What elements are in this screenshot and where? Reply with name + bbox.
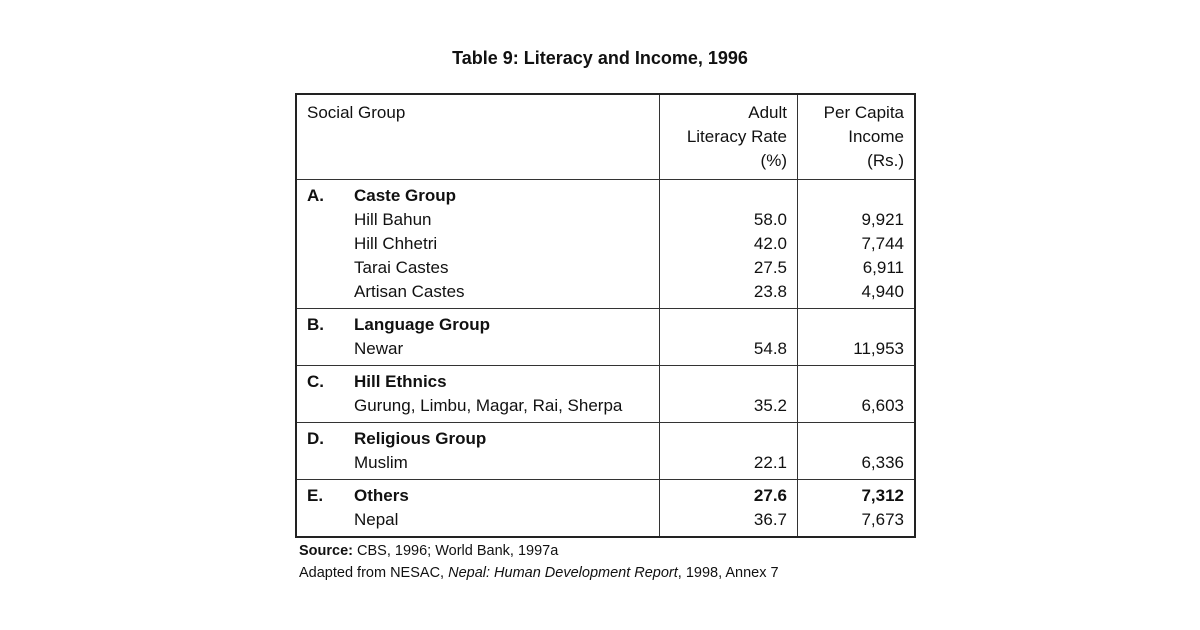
group-heading <box>307 184 649 208</box>
table-section <box>297 479 914 536</box>
group-literacy <box>670 427 787 451</box>
group-name: Others <box>354 486 409 505</box>
row-literacy: 42.0 <box>753 234 787 253</box>
table-body <box>297 179 914 536</box>
row-income: 4,940 <box>861 282 904 301</box>
spacer <box>307 208 354 232</box>
row-name: Artisan Castes <box>354 282 465 301</box>
group-letter: E. <box>307 486 324 505</box>
spacer <box>307 232 354 256</box>
table-row <box>307 394 649 418</box>
income-cell <box>797 180 914 308</box>
table-header <box>297 95 914 179</box>
group-name: Language Group <box>354 315 490 334</box>
table-row <box>307 256 649 280</box>
source-label: Source: <box>299 543 353 559</box>
table-title: Table 9: Literacy and Income, 1996 <box>452 48 748 68</box>
literacy-cell <box>659 423 797 479</box>
row-income: 9,921 <box>861 210 904 229</box>
row-literacy: 35.2 <box>753 396 787 415</box>
spacer <box>307 280 354 304</box>
adapted-suffix: , 1998, Annex 7 <box>677 565 779 581</box>
header-income <box>797 95 914 179</box>
income-cell <box>797 423 914 479</box>
group-letter: A. <box>307 186 324 205</box>
row-literacy: 23.8 <box>753 282 787 301</box>
group-letter: D. <box>307 429 324 448</box>
spacer <box>307 337 354 361</box>
row-literacy: 27.5 <box>753 258 787 277</box>
row-name: Tarai Castes <box>354 258 449 277</box>
literacy-cell <box>659 366 797 422</box>
group-cell <box>297 480 659 536</box>
row-income: 6,603 <box>861 396 904 415</box>
header-literacy <box>659 95 797 179</box>
group-cell <box>297 423 659 479</box>
table-row <box>307 280 649 304</box>
group-income: 7,312 <box>861 486 904 505</box>
row-name: Hill Chhetri <box>354 234 438 253</box>
row-literacy: 54.8 <box>753 339 787 358</box>
group-name: Religious Group <box>354 429 487 448</box>
table-section <box>297 365 914 422</box>
group-letter: B. <box>307 315 324 334</box>
header-line: Income <box>848 127 904 146</box>
spacer <box>307 256 354 280</box>
table-row <box>307 337 649 361</box>
group-heading <box>307 484 649 508</box>
row-income: 7,673 <box>861 510 904 529</box>
table-section <box>297 179 914 308</box>
spacer <box>307 451 354 475</box>
row-name: Gurung, Limbu, Magar, Rai, Sherpa <box>354 396 623 415</box>
adapted-prefix: Adapted from NESAC, <box>299 565 449 581</box>
row-income: 6,336 <box>861 453 904 472</box>
group-name: Caste Group <box>354 186 457 205</box>
row-literacy: 36.7 <box>753 510 787 529</box>
row-literacy: 22.1 <box>753 453 787 472</box>
row-income: 11,953 <box>853 339 904 358</box>
row-literacy: 58.0 <box>753 210 787 229</box>
source-text: CBS, 1996; World Bank, 1997a <box>353 543 559 559</box>
income-cell <box>797 309 914 365</box>
header-line: (Rs.) <box>867 151 904 170</box>
table-row <box>307 508 649 532</box>
row-name: Muslim <box>354 453 408 472</box>
group-income <box>808 184 904 208</box>
group-income <box>808 427 904 451</box>
group-literacy <box>670 184 787 208</box>
group-letter: C. <box>307 372 324 391</box>
row-name: Newar <box>354 339 404 358</box>
literacy-cell <box>659 180 797 308</box>
table-row <box>307 208 649 232</box>
group-cell <box>297 180 659 308</box>
header-line: Per Capita <box>823 103 904 122</box>
row-income: 7,744 <box>861 234 904 253</box>
literacy-cell <box>659 309 797 365</box>
group-literacy: 27.6 <box>753 486 787 505</box>
header-line: Adult <box>748 103 787 122</box>
header-social-group: Social Group <box>307 103 406 122</box>
group-heading <box>307 427 649 451</box>
table-row <box>307 451 649 475</box>
group-cell <box>297 309 659 365</box>
row-income: 6,911 <box>862 258 904 277</box>
header-line: Literacy Rate <box>686 127 787 146</box>
group-name: Hill Ethnics <box>354 372 447 391</box>
group-income <box>808 370 904 394</box>
spacer <box>307 394 354 418</box>
header-line: (%) <box>760 151 787 170</box>
spacer <box>307 508 354 532</box>
data-table <box>295 93 916 538</box>
group-literacy <box>670 313 787 337</box>
table-section <box>297 308 914 365</box>
group-heading <box>307 370 649 394</box>
table-section <box>297 422 914 479</box>
income-cell <box>797 366 914 422</box>
source-note <box>299 540 779 584</box>
adapted-title: Nepal: Human Development Report <box>448 565 678 581</box>
group-cell <box>297 366 659 422</box>
row-name: Hill Bahun <box>354 210 432 229</box>
group-income <box>808 313 904 337</box>
group-heading <box>307 313 649 337</box>
row-name: Nepal <box>354 510 399 529</box>
literacy-cell <box>659 480 797 536</box>
table-row <box>307 232 649 256</box>
income-cell <box>797 480 914 536</box>
group-literacy <box>670 370 787 394</box>
